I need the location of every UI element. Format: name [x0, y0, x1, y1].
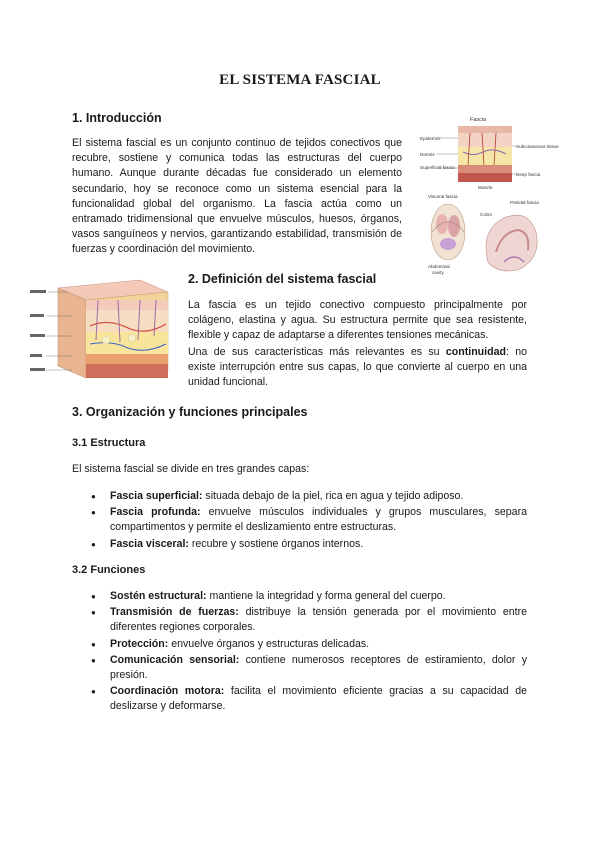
definition-paragraph-1: La fascia es un tejido conectivo compuesto principalmente por colágeno, elastina y agua. Su estructura permite que sea resistente, flexible y capaz de adaptarse a diferentes tensiones mecánicas.: [188, 299, 527, 342]
fig1-label-fascia: Fascia: [470, 117, 487, 123]
fascia-anatomy-figure: [418, 112, 559, 284]
list-item: ● Comunicación sensorial: contiene numerosos receptores de estiramiento, dolor y presión.: [90, 653, 527, 683]
structure-intro: El sistema fascial se divide en tres grandes capas:: [72, 463, 310, 475]
section-1-heading: 1. Introducción: [72, 111, 162, 125]
fig1-label-dermis: Dermis: [420, 152, 435, 157]
subsection-3-2-heading: 3.2 Funciones: [72, 564, 146, 576]
fig1-label-visceral: Visceral fascia: [428, 194, 458, 199]
subsection-3-1-heading: 3.1 Estructura: [72, 437, 146, 449]
fig1-label-epidermis: Epidermis: [420, 136, 441, 141]
skin-layers-figure: [28, 270, 180, 386]
fig1-label-colon: Colon: [480, 212, 493, 217]
list-item: ● Protección: envuelve órganos y estructuras delicadas.: [90, 637, 527, 652]
definition-paragraph-2: Una de sus características más relevantes es su continuidad: no existe interrupción entre sus capas, lo que convierte al cuerpo en una unidad funcional.: [188, 346, 527, 389]
section-2-heading: 2. Definición del sistema fascial: [188, 272, 377, 286]
fig1-label-parietal: Parietal fascia: [510, 200, 539, 205]
continuity-term: continuidad: [445, 346, 506, 358]
list-item: ● Fascia profunda: envuelve músculos individuales y grupos musculares, separa compartimentos y permite el deslizamiento entre estructuras.: [90, 505, 527, 535]
list-item: ● Transmisión de fuerzas: distribuye la tensión generada por el movimiento entre diferentes regiones corporales.: [90, 605, 527, 635]
functions-list: [90, 589, 527, 716]
fig1-label-deep-fascia: Deep fascia: [516, 172, 541, 177]
list-item: ● Fascia visceral: recubre y sostiene órganos internos.: [90, 537, 527, 552]
fig1-label-abdominal: Abdominal: [428, 264, 450, 269]
fig1-label-muscle: Muscle: [478, 185, 493, 190]
structure-list: [90, 489, 527, 553]
fig1-label-subcutaneous: Subcutaneous tissue: [516, 144, 559, 149]
section-3-heading: 3. Organización y funciones principales: [72, 405, 308, 419]
fig1-label-superficial: Superficial fascia: [420, 165, 455, 170]
fig1-label-cavity: cavity: [432, 270, 444, 275]
list-item: ● Fascia superficial: situada debajo de la piel, rica en agua y tejido adiposo.: [90, 489, 527, 504]
list-item: ● Sostén estructural: mantiene la integridad y forma general del cuerpo.: [90, 589, 527, 604]
intro-paragraph: El sistema fascial es un conjunto continuo de tejidos conectivos que recubre, sostiene y comunica todas las estructuras del cuerpo humano. Aunque durante décadas fue considerado un elemento secundario, hoy se reconoce como un sistema esencial para la funcionalidad global del organismo. La fascia actúa como un entramado tridimensional que envuelve músculos, huesos, órganos, vasos sanguíneos y nervios, garantizando estabilidad, transmisión de fuerzas y coordinación del movimiento.: [72, 137, 402, 256]
list-item: ● Coordinación motora: facilita el movimiento eficiente gracias a su capacidad de deslizarse y deformarse.: [90, 684, 527, 714]
document-title: EL SISTEMA FASCIAL: [219, 72, 381, 88]
